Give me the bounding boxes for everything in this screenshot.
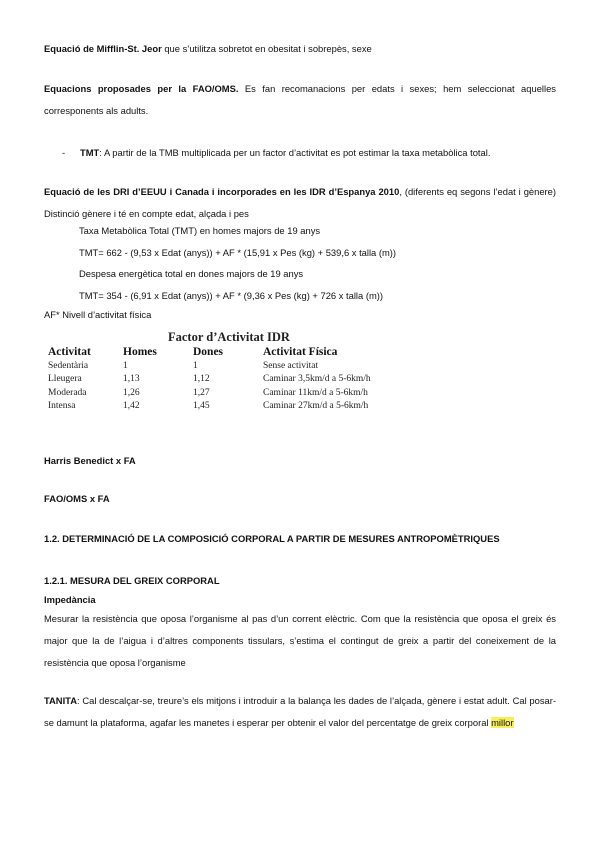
table-cell: 1 bbox=[123, 361, 128, 371]
table-cell: Moderada bbox=[48, 388, 87, 398]
table-cell: 1,12 bbox=[193, 374, 210, 384]
mifflin-paragraph bbox=[44, 42, 372, 55]
section-heading-1-2: 1.2. DETERMINACIÓ DE LA COMPOSICIÓ CORPORAL A PARTIR DE MESURES ANTROPOMÈTRIQUES bbox=[44, 533, 500, 544]
fao-oms-title: Equacions proposades per la FAO/OMS. bbox=[44, 83, 239, 94]
table-cell: 1,26 bbox=[123, 388, 140, 398]
table-cell: 1,45 bbox=[193, 401, 210, 411]
idr-table-title: Factor d’Activitat IDR bbox=[168, 330, 290, 344]
mifflin-text: que s’utilitza sobretot en obesitat i sobrepès, sexe bbox=[161, 43, 372, 54]
fao-oms-paragraph bbox=[44, 78, 556, 122]
table-header-homes: Homes bbox=[123, 346, 157, 358]
section-heading-1-2-1: 1.2.1. MESURA DEL GREIX CORPORAL bbox=[44, 575, 220, 586]
table-cell: Caminar 27km/d a 5-6km/h bbox=[263, 401, 369, 411]
table-cell: 1,27 bbox=[193, 388, 210, 398]
table-cell: Caminar 11km/d a 5-6km/h bbox=[263, 388, 368, 398]
table-cell: 1,13 bbox=[123, 374, 140, 384]
dri-text: , (diferents eq segons l’edat i gènere) Distinció gènere i té en compte edat, alçada i pes bbox=[44, 186, 557, 219]
table-cell: Intensa bbox=[48, 401, 76, 411]
impedancia-paragraph: Mesurar la resistència que oposa l’organisme al pas d’un corrent elèctric. Com que la resistència que oposa el greix és major que la de l’aigua i d’altres components tissulars, s’estima el contingut de greix a partir del coneixement de la resistència que oposa l’organisme bbox=[44, 613, 556, 668]
table-header-activitat-fisica: Activitat Física bbox=[263, 346, 338, 358]
table-cell: Sedentària bbox=[48, 361, 89, 371]
table-cell: Sense activitat bbox=[263, 361, 319, 371]
impedancia-heading: Impedància bbox=[44, 594, 96, 605]
table-header-dones: Dones bbox=[193, 346, 224, 358]
men-formula: TMT= 662 - (9,53 x Edat (anys)) + AF * (15,91 x Pes (kg) + 539,6 x talla (m)) bbox=[79, 247, 397, 258]
table-header-activitat: Activitat bbox=[48, 346, 91, 358]
fao-oms-fa-heading: FAO/OMS x FA bbox=[44, 493, 110, 504]
tmt-text: : A partir de la TMB multiplicada per un factor d’activitat es pot estimar la taxa metabòlica total. bbox=[99, 147, 491, 158]
table-cell: 1 bbox=[193, 361, 198, 371]
table-cell: Caminar 3,5km/d a 5-6km/h bbox=[263, 374, 371, 384]
harris-benedict-heading: Harris Benedict x FA bbox=[44, 455, 136, 466]
highlighted-word: millor bbox=[491, 717, 514, 728]
dri-title: Equació de les DRI d’EEUU i Canada i incorporades en les IDR d’Espanya 2010 bbox=[44, 186, 400, 197]
fao-oms-text: Es fan recomanacions per edats i sexes; hem seleccionat aquelles corresponents als adults. bbox=[44, 83, 556, 116]
tanita-text: : Cal descalçar-se, treure’s els mitjons i introduir a la balança les dades de l’alçada, gènere i estat adult. Cal posar-se damunt la plataforma, agafar les manetes i esperar per obtenir el valor del percentatge de greix corporal bbox=[44, 695, 556, 728]
tanita-paragraph bbox=[44, 690, 556, 734]
tanita-term: TANITA bbox=[44, 695, 77, 706]
women-label: Despesa energètica total en dones majors de 19 anys bbox=[79, 268, 304, 279]
dri-paragraph bbox=[44, 181, 556, 225]
men-label: Taxa Metabòlica Total (TMT) en homes majors de 19 anys bbox=[79, 225, 321, 236]
bullet-dash: - bbox=[62, 147, 66, 158]
mifflin-title: Equació de Mifflin-St. Jeor bbox=[44, 43, 162, 54]
table-cell: Lleugera bbox=[48, 374, 82, 384]
tmt-bullet bbox=[62, 146, 490, 159]
table-cell: 1,42 bbox=[123, 401, 140, 411]
af-note: AF* Nivell d’activitat física bbox=[44, 309, 152, 320]
women-formula: TMT= 354 - (6,91 x Edat (anys)) + AF * (9,36 x Pes (kg) + 726 x talla (m)) bbox=[79, 290, 384, 301]
tmt-term: TMT bbox=[80, 147, 100, 158]
